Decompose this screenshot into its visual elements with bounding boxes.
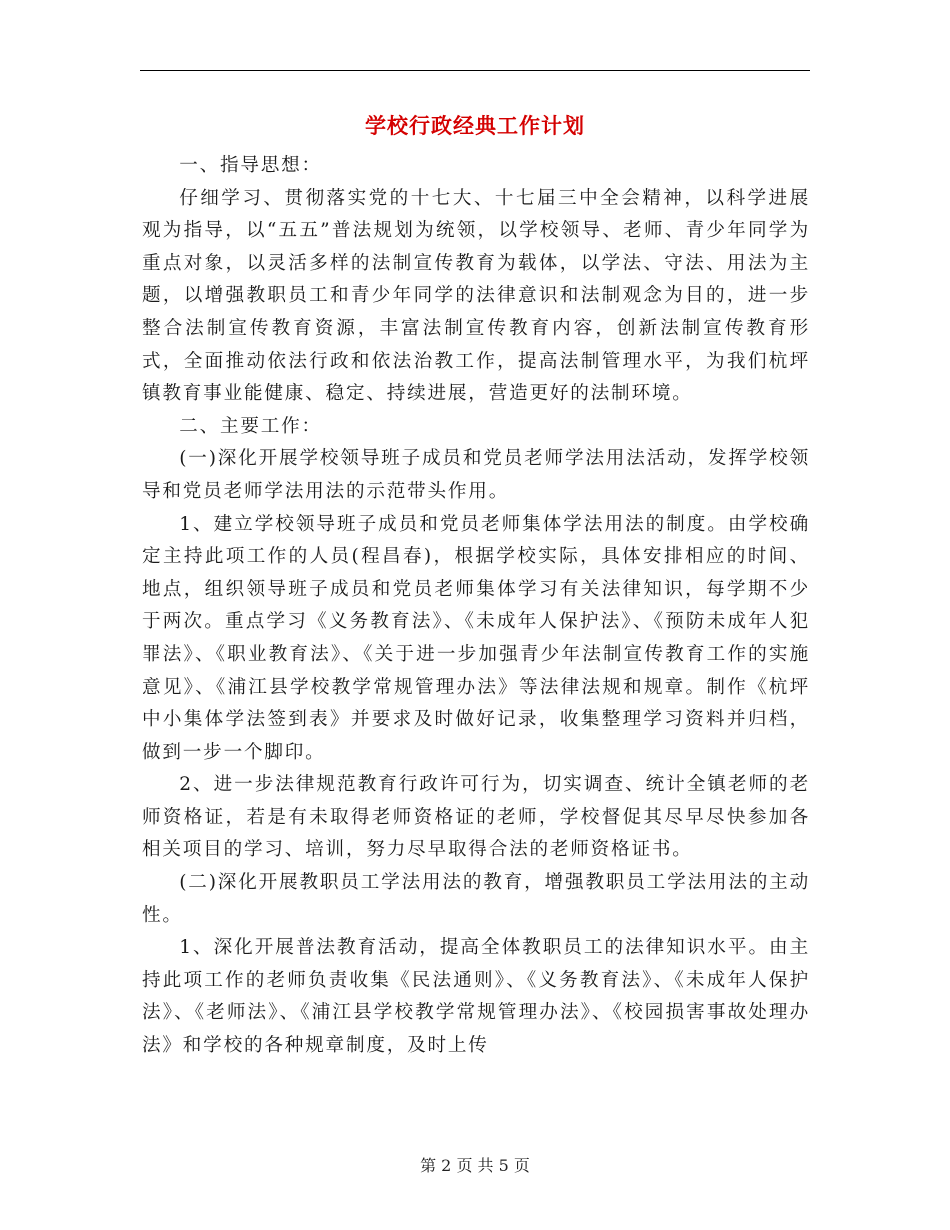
document-body: [142, 150, 810, 1063]
paragraph-item-2: 2、进一步法律规范教育行政许可行为，切实调查、统计全镇老师的老师资格证，若是有未取得老师资格证的老师，学校督促其尽早尽快参加各相关项目的学习、培训，努力尽早取得合法的老师资格证书。: [142, 774, 810, 861]
subsection-heading-1: (一)深化开展学校领导班子成员和党员老师学法用法活动，发挥学校领导和党员老师学法用法的示范带头作用。: [142, 448, 810, 502]
paragraph-item-1: 1、建立学校领导班子成员和党员老师集体学法用法的制度。由学校确定主持此项工作的人员(程昌春)，根据学校实际，具体安排相应的时间、地点，组织领导班子成员和党员老师集体学习有关法律知识，每学期不少于两次。重点学习《义务教育法》、《未成年人保护法》、《预防未成年人犯罪法》、《职业教育法》、《关于进一步加强青少年法制宣传教育工作的实施意见》、《浦江县学校教学常规管理办法》等法律法规和规章。制作《杭坪中小集体学法签到表》并要求及时做好记录，收集整理学习资料并归档，做到一步一个脚印。: [142, 513, 810, 763]
subsection-heading-2: (二)深化开展教职员工学法用法的教育，增强教职员工学法用法的主动性。: [142, 872, 810, 926]
paragraph-guiding-thought: 仔细学习、贯彻落实党的十七大、十七届三中全会精神，以科学进展观为指导，以“五五”普法规划为统领，以学校领导、老师、青少年同学为重点对象，以灵活多样的法制宣传教育为载体，以学法、守法、用法为主题，以增强教职员工和青少年同学的法律意识和法制观念为目的，进一步整合法制宣传教育资源，丰富法制宣传教育内容，创新法制宣传教育形式，全面推动依法行政和依法治教工作，提高法制管理水平，为我们杭坪镇教育事业能健康、稳定、持续进展，营造更好的法制环境。: [142, 187, 810, 405]
section-heading-2: 二、主要工作：: [179, 415, 322, 437]
section-heading-1: 一、指导思想：: [179, 155, 322, 176]
document-title: 学校行政经典工作计划: [365, 113, 585, 138]
page-number: 第 2 页 共 5 页: [420, 1156, 530, 1175]
header-rule: [140, 70, 810, 71]
paragraph-item-3: 1、深化开展普法教育活动，提高全体教职员工的法律知识水平。由主持此项工作的老师负责收集《民法通则》、《义务教育法》、《未成年人保护法》、《老师法》、《浦江县学校教学常规管理办法》、《校园损害事故处理办法》和学校的各种规章制度，及时上传: [142, 937, 810, 1057]
